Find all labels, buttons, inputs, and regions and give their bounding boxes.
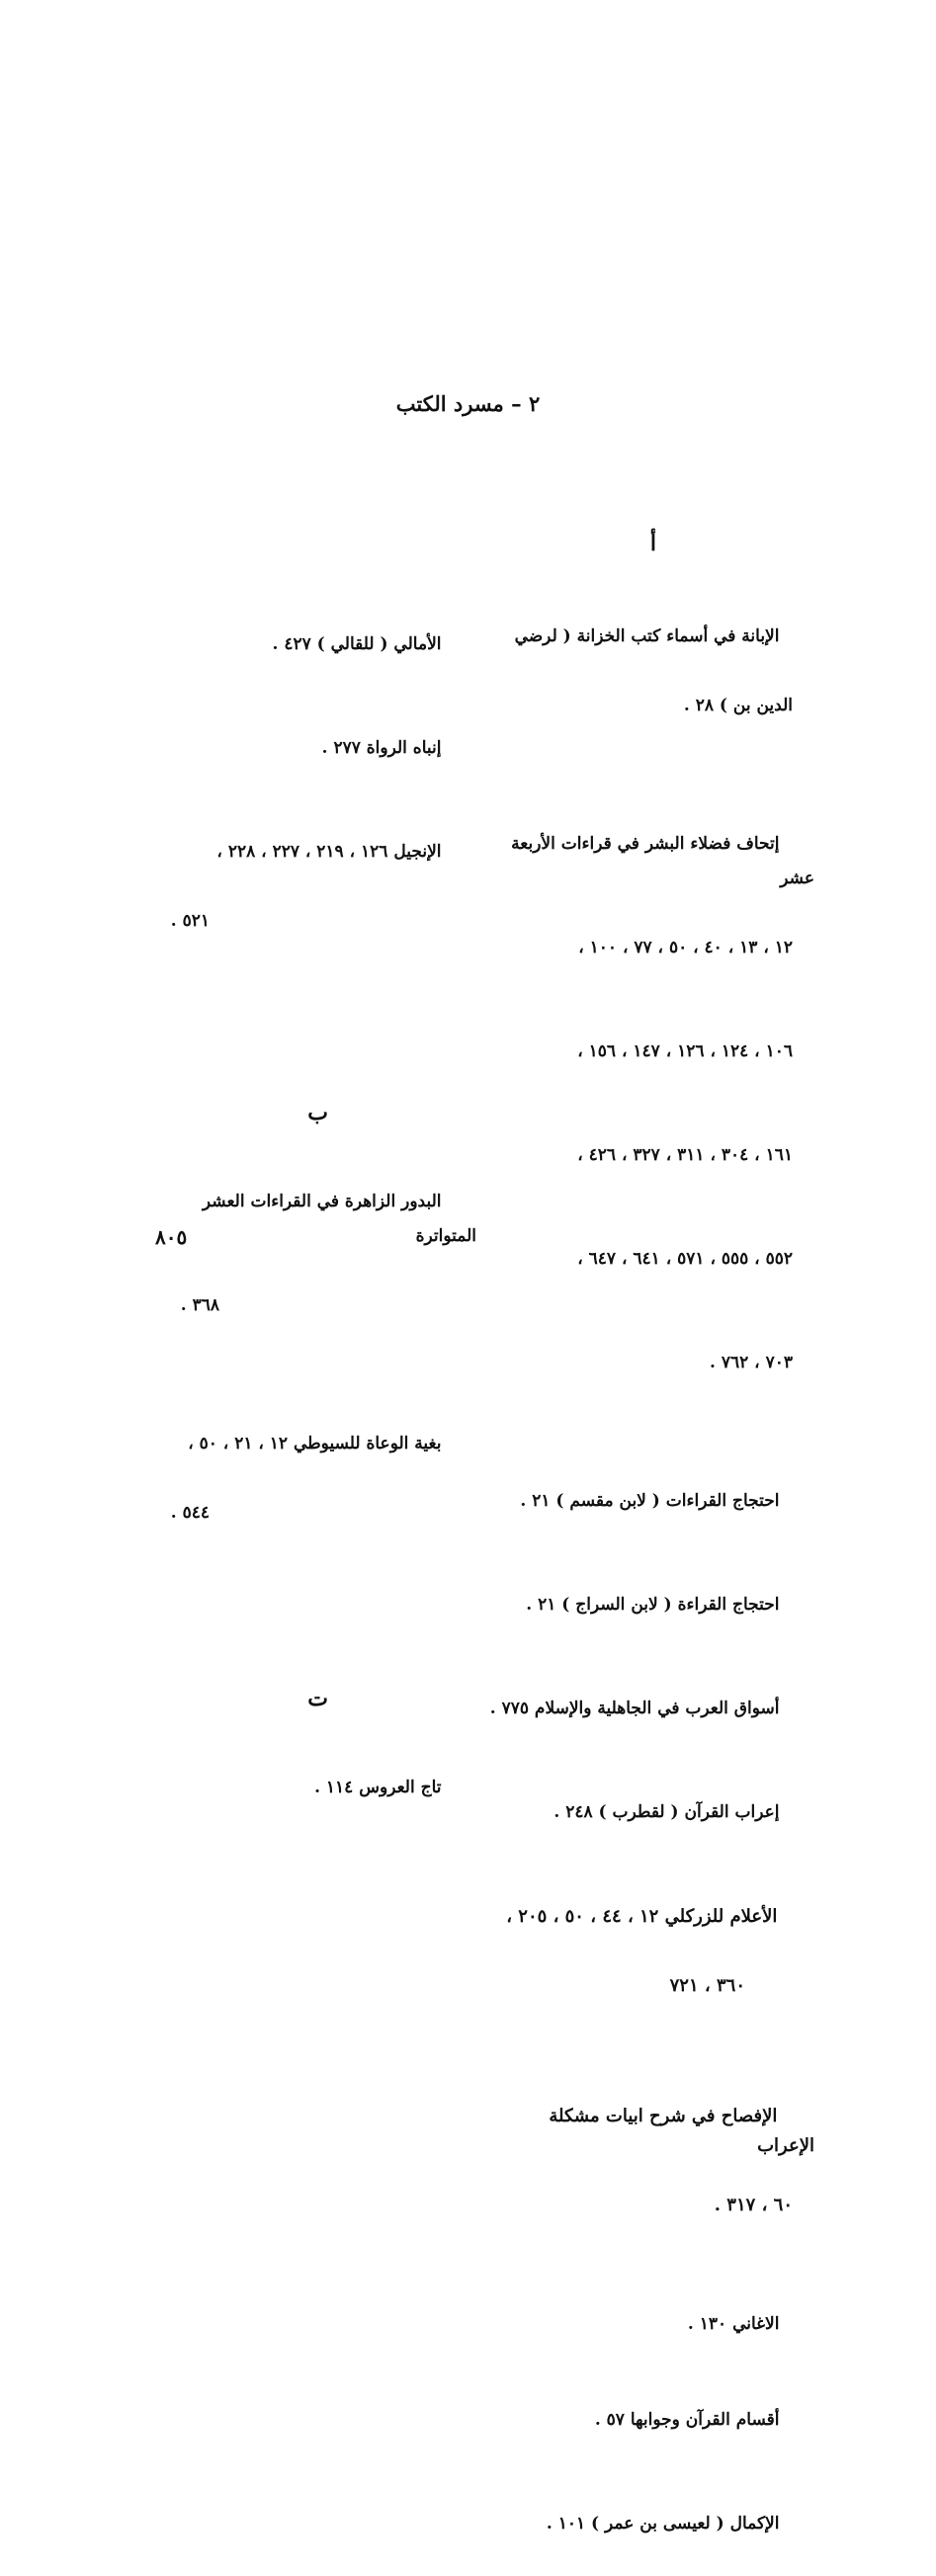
index-entry [488, 2072, 814, 2280]
entry-line: احتجاج القراءات ( لابن مقسم ) ٢١ . [520, 1491, 780, 1511]
spacer [150, 1600, 476, 1679]
entry-line: ٣٦٠ ، ٧٢١ [669, 1975, 745, 1996]
entry-line: إتحاف فضلاء البشر في قراءات الأربعة عشر [505, 834, 814, 888]
left-column [150, 593, 476, 1840]
index-entry [150, 1150, 476, 1392]
index-entry [488, 1761, 814, 1865]
spacer [150, 1008, 476, 1093]
index-entry [488, 1553, 814, 1657]
entry-line: ٥٤٤ . [170, 1503, 210, 1523]
index-entry [488, 2280, 814, 2368]
entry-line: إعراب القرآن ( لقطرب ) ٢٤٨ . [553, 1802, 780, 1822]
page-number: ٨٠٥ [155, 1225, 188, 1249]
entry-line: الإنجيل ١٢٦ ، ٢١٩ ، ٢٢٧ ، ٢٢٨ ، [216, 842, 442, 862]
entry-line: الأمالي ( للقالي ) ٤٢٧ . [272, 634, 442, 654]
entry-line: ٣٦٨ . [180, 1295, 219, 1315]
entry-line: الدين بن ) ٢٨ . [683, 696, 793, 715]
index-entry [488, 2472, 814, 2576]
right-column [488, 524, 814, 2576]
section-letter-ba: ب [307, 1100, 328, 1125]
entry-line: ٥٢١ . [170, 911, 210, 931]
index-entry [150, 593, 476, 697]
entry-line: إنباه الرواة ٢٧٧ . [321, 738, 442, 758]
index-entry [488, 792, 814, 1450]
entry-line: ١٠٦ ، ١٢٤ ، ١٢٦ ، ١٤٧ ، ١٥٦ ، [577, 1041, 793, 1061]
index-entry [488, 585, 814, 792]
entry-line: احتجاج القراءة ( لابن السراج ) ٢١ . [526, 1595, 780, 1615]
index-entry [150, 1392, 476, 1600]
index-entry [488, 1657, 814, 1761]
entry-line: البدور الزاهرة في القراءات العشر المتواترة [196, 1192, 476, 1246]
index-entry [150, 800, 476, 1008]
entry-line: تاج العروس ١١٤ . [314, 1778, 442, 1797]
entry-line: بغية الوعاة للسيوطي ١٢ ، ٢١ ، ٥٠ ، [188, 1434, 442, 1454]
entry-line: الاغاني ١٣٠ . [687, 2314, 780, 2334]
entry-line: الإبانة في أسماء كتب الخزانة ( لرضي [514, 626, 780, 646]
index-entry [488, 2368, 814, 2472]
entry-line: ٧٠٣ ، ٧٦٢ . [710, 1353, 793, 1372]
index-entry [150, 697, 476, 800]
entry-line: أسواق العرب في الجاهلية والإسلام ٧٧٥ . [489, 1699, 780, 1718]
index-entry [488, 1865, 814, 2072]
entry-line: ١٦١ ، ٣٠٤ ، ٣١١ ، ٣٢٧ ، ٤٢٦ ، [577, 1145, 793, 1165]
entry-line: الإفصاح في شرح ابيات مشكلة الإعراب [543, 2106, 814, 2156]
page-title: ٢ – مسرد الكتب [395, 391, 541, 416]
index-entry [150, 1736, 476, 1840]
entry-line: أقسام القرآن وجوابها ٥٧ . [594, 2410, 780, 2430]
entry-line: ٦٠ ، ٣١٧ . [714, 2195, 793, 2215]
section-letter-ta: ت [307, 1686, 328, 1711]
entry-line: ١٢ ، ١٣ ، ٤٠ ، ٥٠ ، ٧٧ ، ١٠٠ ، [578, 938, 793, 957]
entry-line: ٥٥٢ ، ٥٥٥ ، ٥٧١ ، ٦٤١ ، ٦٤٧ ، [577, 1249, 793, 1269]
section-letter-alef: أ [649, 531, 656, 556]
index-entry [488, 1450, 814, 1553]
entry-line: الإكمال ( لعيسى بن عمر ) ١٠١ . [546, 2514, 780, 2534]
entry-line: الأعلام للزركلي ١٢ ، ٤٤ ، ٥٠ ، ٢٠٥ ، [506, 1906, 778, 1927]
